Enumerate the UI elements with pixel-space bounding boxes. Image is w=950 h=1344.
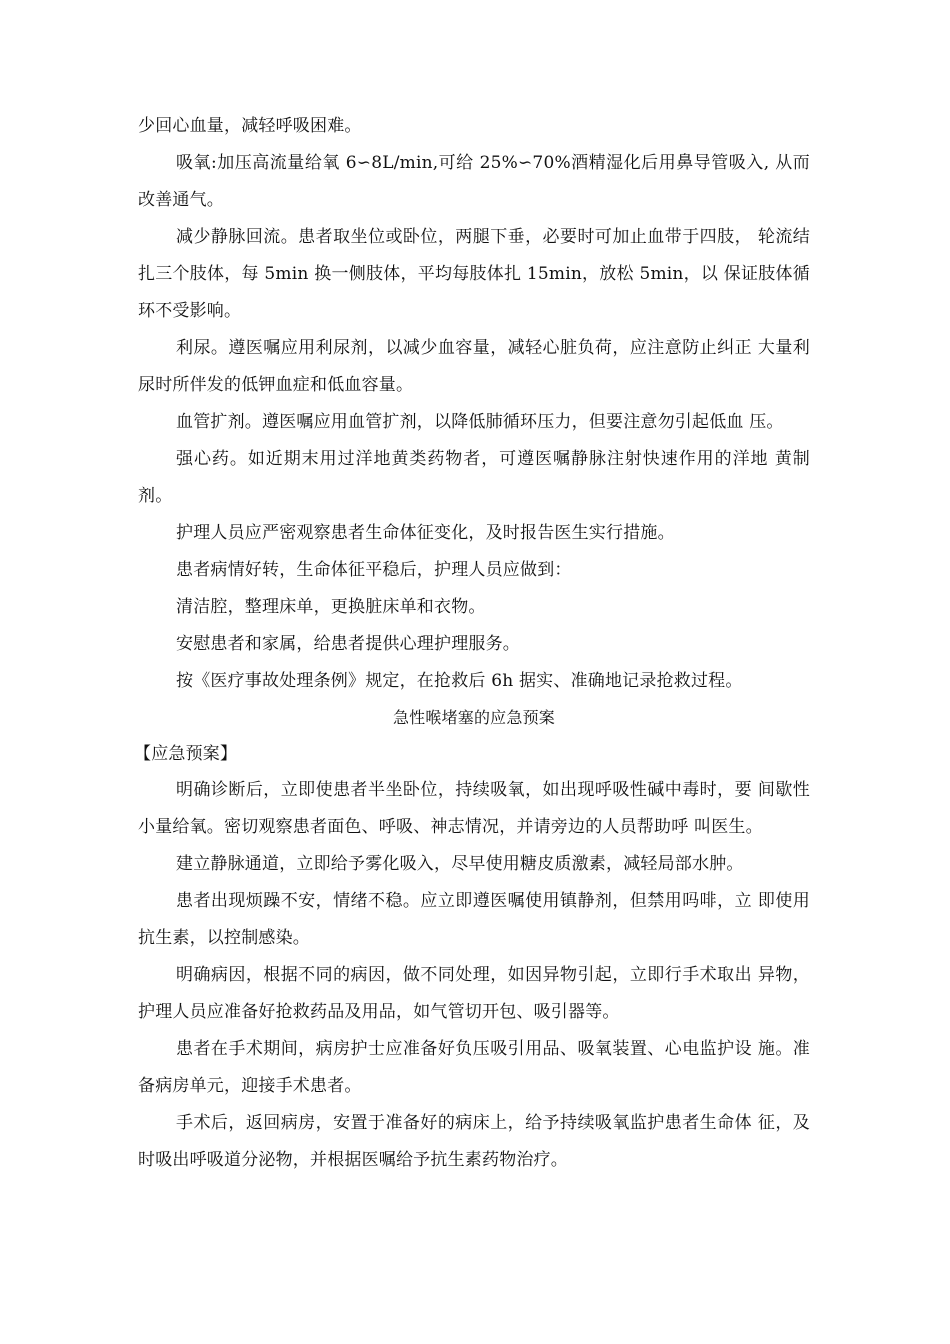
document-body — [134, 108, 810, 1179]
paragraph: 清洁腔，整理床单，更换脏床单和衣物。 — [176, 597, 486, 617]
section-title: 急性喉堵塞的应急预案 — [392, 708, 555, 727]
paragraph: 建立静脉通道，立即给予雾化吸入，尽早使用糖皮质激素，减轻局部水肿。 — [176, 854, 744, 874]
paragraph: 利尿。遵医嘱应用利尿剂，以减少血容量，减轻心脏负荷，应注意防止纠正 大量利尿时所伴发的低钾血症和低血容量。 — [138, 338, 810, 395]
paragraph: 患者在手术期间，病房护士应准备好负压吸引用品、吸氧装置、心电监护设 施。准备病房单元，迎接手术患者。 — [138, 1039, 810, 1096]
paragraph: 吸氧:加压高流量给氧 6∽8L/min,可给 25%∽70%酒精湿化后用鼻导管吸入, 从而改善通气。 — [138, 153, 810, 210]
paragraph: 强心药。如近期末用过洋地黄类药物者，可遵医嘱静脉注射快速作用的洋地 黄制剂。 — [138, 449, 810, 506]
paragraph: 明确诊断后，立即使患者半坐卧位，持续吸氧，如出现呼吸性碱中毒时，要 间歇性小量给氧。密切观察患者面色、呼吸、神志情况，并请旁边的人员帮助呼 叫医生。 — [138, 780, 810, 837]
paragraph: 按《医疗事故处理条例》规定，在抢救后 6h 据实、准确地记录抢救过程。 — [176, 671, 743, 691]
paragraph: 手术后，返回病房，安置于准备好的病床上，给予持续吸氧监护患者生命体 征，及时吸出呼吸道分泌物，并根据医嘱给予抗生素药物治疗。 — [138, 1113, 810, 1170]
paragraph: 减少静脉回流。患者取坐位或卧位，两腿下垂，必要时可加止血带于四肢， 轮流结扎三个肢体，每 5min 换一侧肢体，平均每肢体扎 15min，放松 5min，以 保证肢体循环不受影响。 — [138, 227, 810, 321]
paragraph: 护理人员应严密观察患者生命体征变化，及时报告医生实行措施。 — [176, 523, 675, 543]
paragraph: 明确病因，根据不同的病因，做不同处理，如因异物引起，立即行手术取出 异物，护理人员应准备好抢救药品及用品，如气管切开包、吸引器等。 — [138, 965, 810, 1022]
section-subtitle: 【应急预案】 — [134, 744, 238, 764]
paragraph: 患者出现烦躁不安，情绪不稳。应立即遵医嘱使用镇静剂，但禁用吗啡，立 即使用抗生素，以控制感染。 — [138, 891, 810, 948]
paragraph: 患者病情好转，生命体征平稳后，护理人员应做到： — [176, 560, 572, 580]
paragraph: 少回心血量，减轻呼吸困难。 — [138, 116, 362, 136]
paragraph: 血管扩剂。遵医嘱应用血管扩剂，以降低肺循环压力，但要注意勿引起低血 压。 — [176, 412, 784, 432]
paragraph: 安慰患者和家属，给患者提供心理护理服务。 — [176, 634, 520, 654]
